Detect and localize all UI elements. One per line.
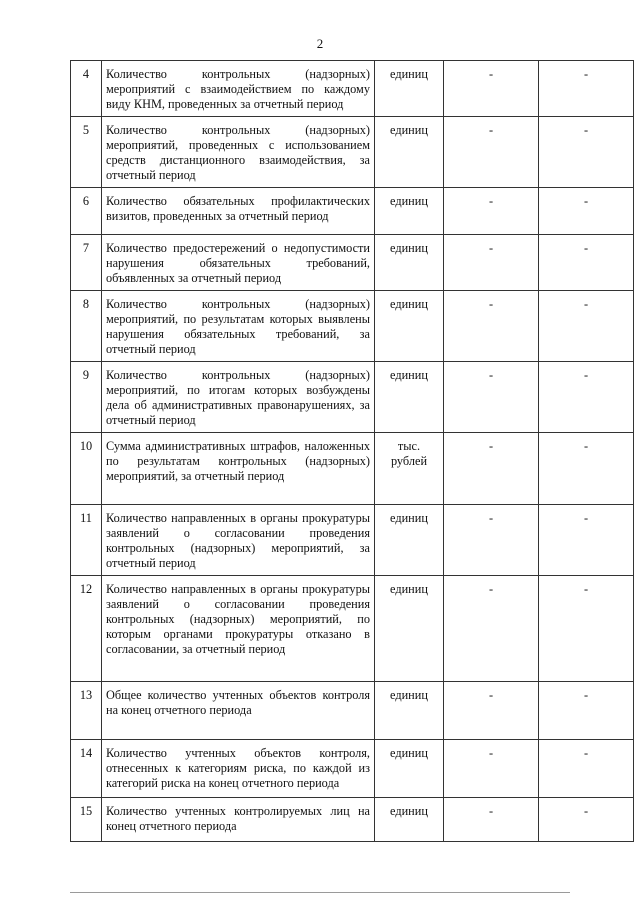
indicator-description: Количество контрольных (надзорных) мероприятий, по итогам которых возбуждены дела об административных правонарушениях, за отчетный период <box>102 362 375 433</box>
value-cell-2: - <box>539 740 634 798</box>
indicator-description: Количество контрольных (надзорных) мероприятий, проведенных с использованием средств дистанционного взаимодействия, за отчетный период <box>102 117 375 188</box>
row-number: 13 <box>71 682 102 740</box>
report-table <box>70 60 634 842</box>
table-row <box>71 291 634 362</box>
unit-cell: единиц <box>375 682 444 740</box>
row-number: 12 <box>71 576 102 682</box>
value-cell-1: - <box>444 433 539 505</box>
unit-cell: тыс. рублей <box>375 433 444 505</box>
indicator-description: Количество учтенных объектов контроля, отнесенных к категориям риска, по каждой из категорий риска на конец отчетного периода <box>102 740 375 798</box>
bottom-divider <box>70 892 570 893</box>
row-number: 9 <box>71 362 102 433</box>
row-number: 14 <box>71 740 102 798</box>
indicator-description: Количество обязательных профилактических визитов, проведенных за отчетный период <box>102 188 375 235</box>
indicator-description: Количество контрольных (надзорных) мероприятий с взаимодействием по каждому виду КНМ, проведенных за отчетный период <box>102 61 375 117</box>
row-number: 6 <box>71 188 102 235</box>
indicator-description: Сумма административных штрафов, наложенных по результатам контрольных (надзорных) мероприятий, за отчетный период <box>102 433 375 505</box>
value-cell-1: - <box>444 362 539 433</box>
unit-cell: единиц <box>375 117 444 188</box>
indicator-description: Количество направленных в органы прокуратуры заявлений о согласовании проведения контрольных (надзорных) мероприятий, по которым органами прокуратуры отказано в согласовании, за отчетный период <box>102 576 375 682</box>
page-number: 2 <box>316 36 324 51</box>
indicator-description: Количество направленных в органы прокуратуры заявлений о согласовании проведения контрольных (надзорных) мероприятий, за отчетный период <box>102 505 375 576</box>
value-cell-1: - <box>444 291 539 362</box>
value-cell-2: - <box>539 235 634 291</box>
unit-cell: единиц <box>375 291 444 362</box>
value-cell-1: - <box>444 117 539 188</box>
indicator-description: Общее количество учтенных объектов контроля на конец отчетного периода <box>102 682 375 740</box>
value-cell-2: - <box>539 188 634 235</box>
table-row <box>71 117 634 188</box>
value-cell-1: - <box>444 188 539 235</box>
table-row <box>71 362 634 433</box>
unit-cell: единиц <box>375 505 444 576</box>
row-number: 15 <box>71 798 102 842</box>
indicator-description: Количество учтенных контролируемых лиц на конец отчетного периода <box>102 798 375 842</box>
table-row <box>71 235 634 291</box>
table-row <box>71 433 634 505</box>
table-row <box>71 740 634 798</box>
table-row <box>71 798 634 842</box>
table-row <box>71 61 634 117</box>
unit-cell: единиц <box>375 740 444 798</box>
value-cell-2: - <box>539 505 634 576</box>
value-cell-2: - <box>539 798 634 842</box>
table-row <box>71 505 634 576</box>
value-cell-2: - <box>539 576 634 682</box>
value-cell-1: - <box>444 235 539 291</box>
row-number: 5 <box>71 117 102 188</box>
row-number: 10 <box>71 433 102 505</box>
table-row <box>71 188 634 235</box>
value-cell-2: - <box>539 117 634 188</box>
value-cell-1: - <box>444 505 539 576</box>
unit-cell: единиц <box>375 61 444 117</box>
unit-cell: единиц <box>375 576 444 682</box>
row-number: 4 <box>71 61 102 117</box>
value-cell-1: - <box>444 798 539 842</box>
value-cell-2: - <box>539 291 634 362</box>
unit-cell: единиц <box>375 235 444 291</box>
unit-cell: единиц <box>375 188 444 235</box>
row-number: 7 <box>71 235 102 291</box>
unit-cell: единиц <box>375 362 444 433</box>
value-cell-2: - <box>539 61 634 117</box>
value-cell-2: - <box>539 682 634 740</box>
unit-cell: единиц <box>375 798 444 842</box>
value-cell-1: - <box>444 740 539 798</box>
indicator-description: Количество контрольных (надзорных) мероприятий, по результатам которых выявлены нарушения обязательных требований, за отчетный период <box>102 291 375 362</box>
table-row <box>71 576 634 682</box>
indicator-description: Количество предостережений о недопустимости нарушения обязательных требований, объявленных за отчетный период <box>102 235 375 291</box>
value-cell-2: - <box>539 433 634 505</box>
row-number: 8 <box>71 291 102 362</box>
value-cell-1: - <box>444 61 539 117</box>
value-cell-1: - <box>444 682 539 740</box>
table-row <box>71 682 634 740</box>
value-cell-1: - <box>444 576 539 682</box>
value-cell-2: - <box>539 362 634 433</box>
row-number: 11 <box>71 505 102 576</box>
